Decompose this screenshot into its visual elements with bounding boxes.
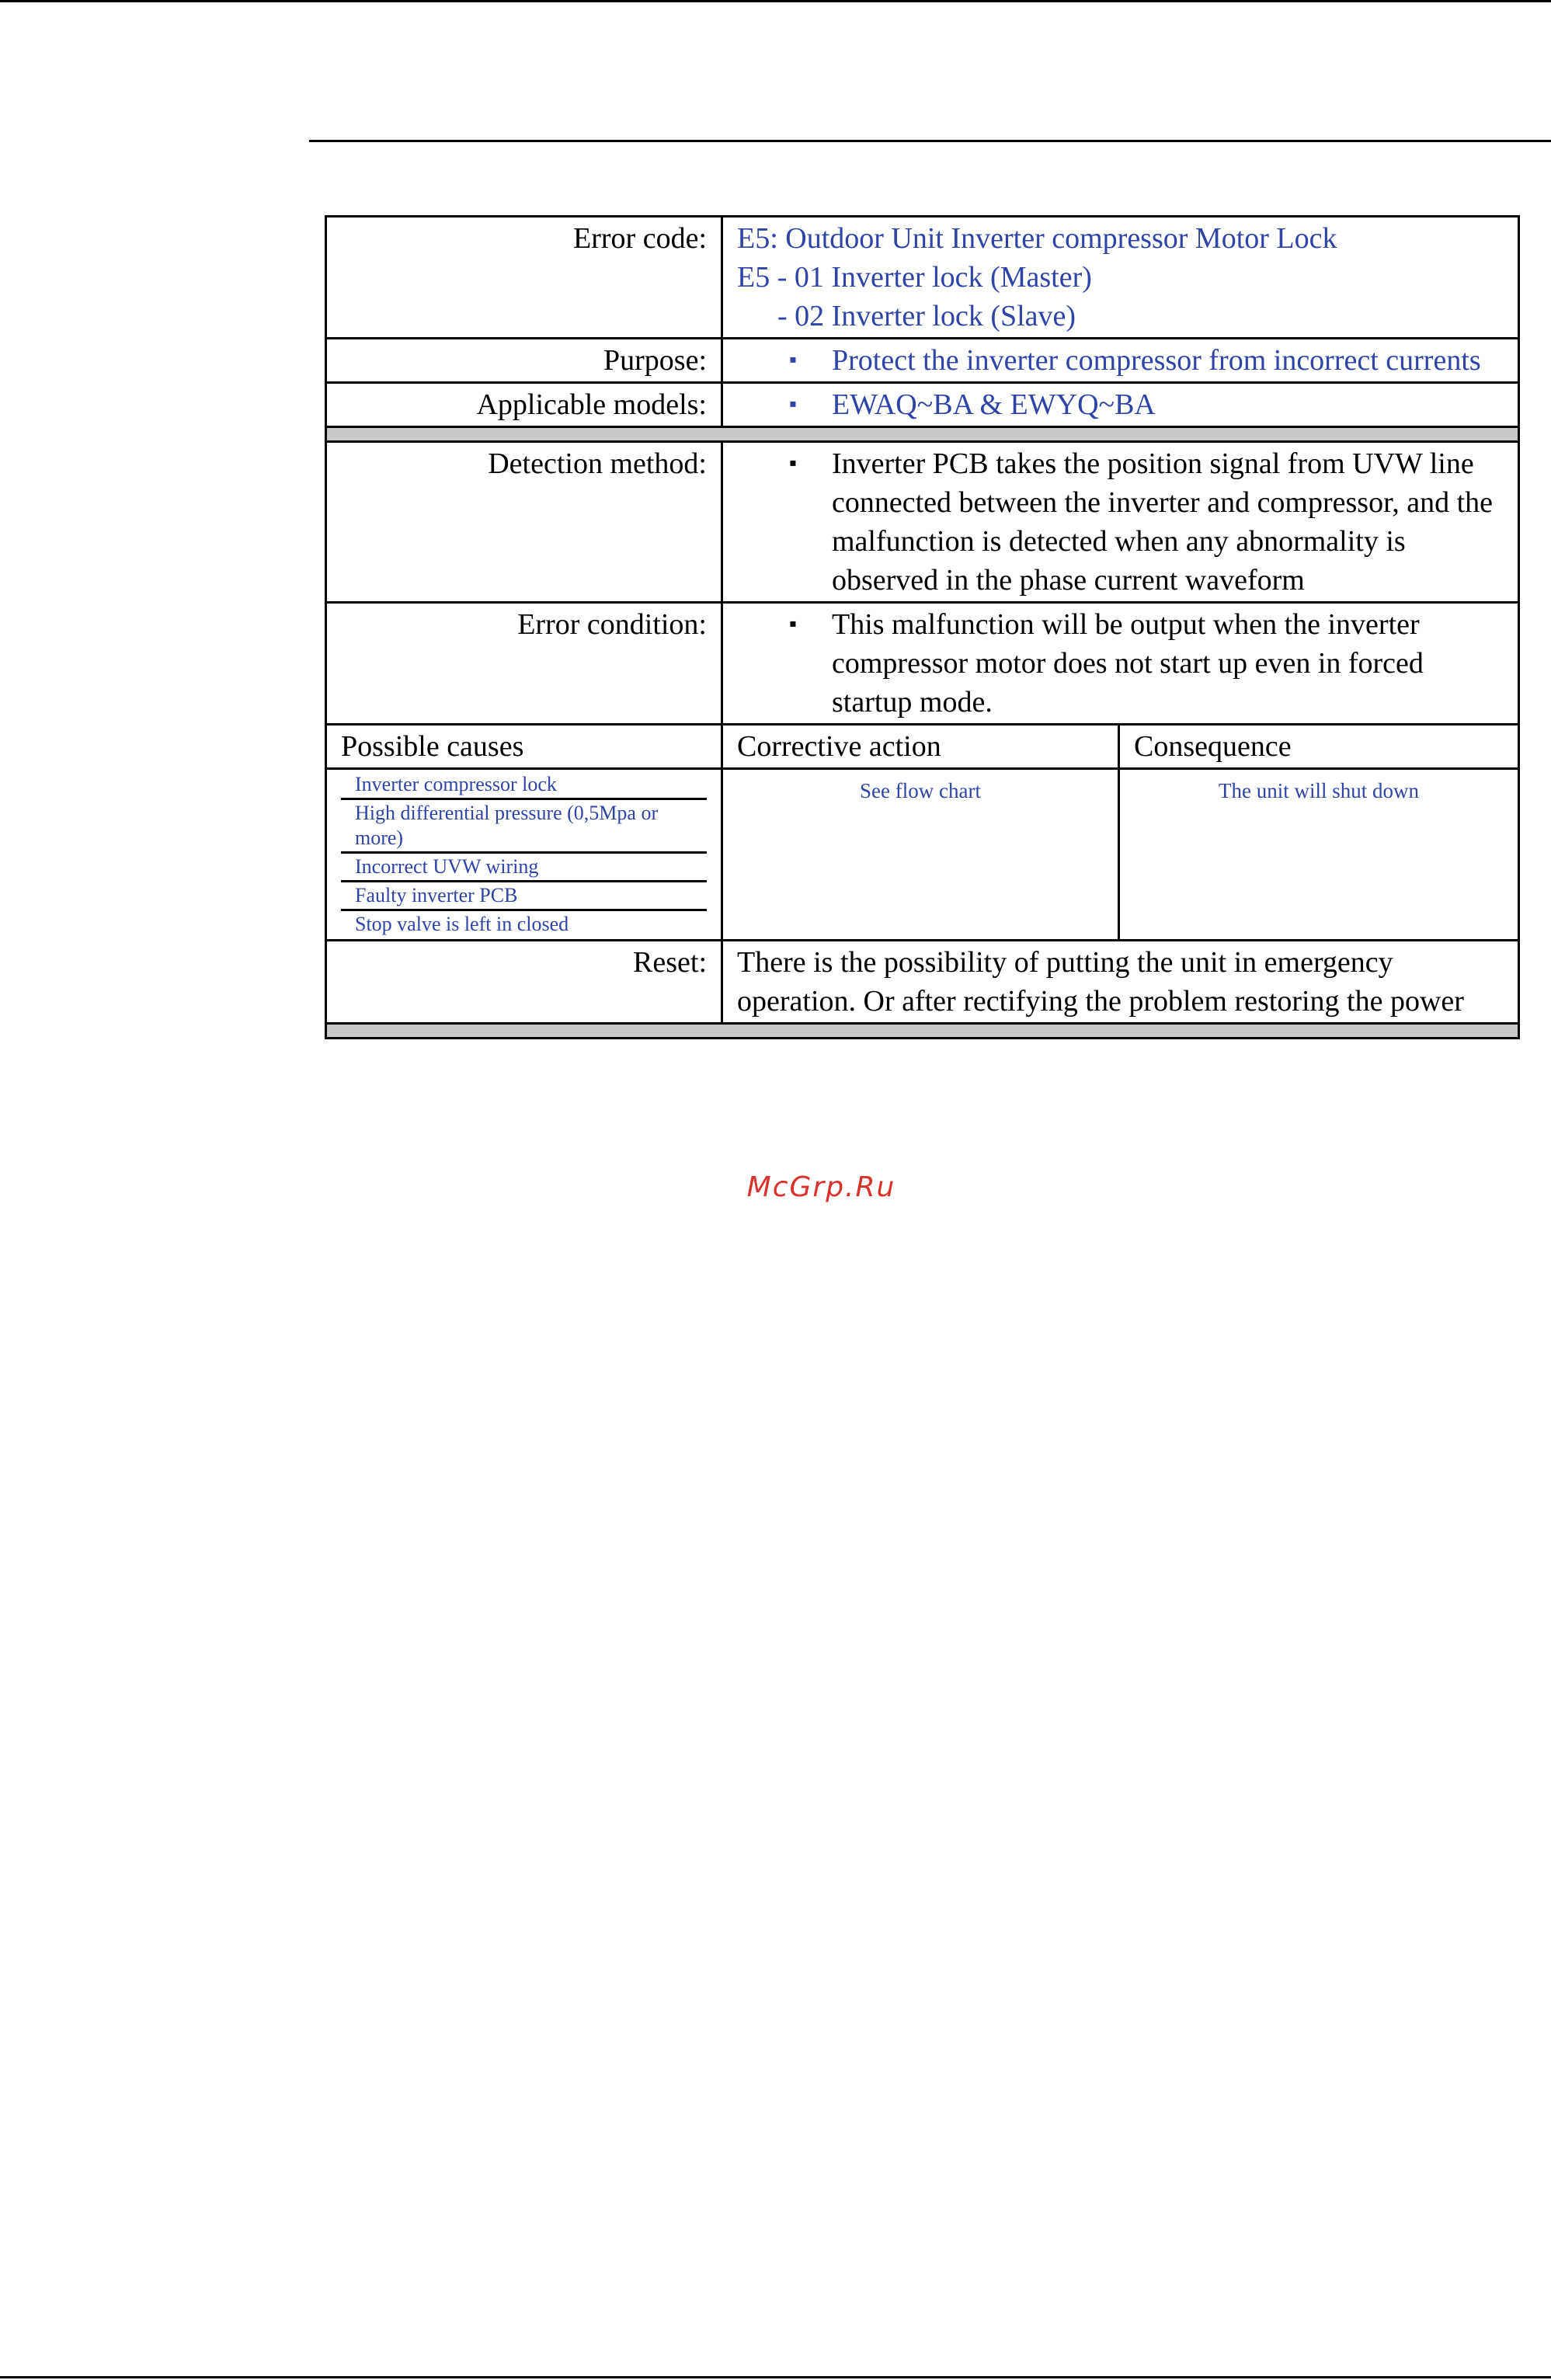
reset-value: There is the possibility of putting the unit in emergency operation. Or after rectifying the problem restoring the power	[722, 941, 1519, 1024]
cause-item: Faulty inverter PCB	[341, 882, 707, 911]
bullet-square-icon: ▪	[789, 392, 797, 416]
purpose-value	[722, 339, 1519, 383]
applicable-models-text: EWAQ~BA & EWYQ~BA	[832, 388, 1156, 421]
detection-method-label: Detection method:	[326, 442, 722, 603]
bottom-separator-bar	[326, 1024, 1519, 1039]
bullet-square-icon: ▪	[789, 451, 797, 475]
reset-label: Reset:	[326, 941, 722, 1024]
detection-method-text: Inverter PCB takes the position signal from UVW line connected between the inverter and compressor, and the malfunction is detected when any abnormality is observed in the phase current waveform	[832, 447, 1494, 597]
error-code-line-3: - 02 Inverter lock (Slave)	[777, 300, 1076, 332]
header-rule	[309, 140, 1551, 142]
watermark-text: McGrp.Ru	[746, 1171, 896, 1203]
top-border-rule	[0, 0, 1551, 2]
purpose-label: Purpose:	[326, 339, 722, 383]
detection-method-row	[326, 442, 1519, 603]
error-code-row	[326, 217, 1519, 339]
purpose-row	[326, 339, 1519, 383]
bottom-separator-row	[326, 1024, 1519, 1039]
error-code-label: Error code:	[326, 217, 722, 339]
separator-row	[326, 427, 1519, 442]
consequence-header: Consequence	[1119, 725, 1519, 769]
watermark	[0, 1171, 1551, 1203]
error-condition-value	[722, 603, 1519, 725]
error-condition-text: This malfunction will be output when the inverter compressor motor does not start up even in forced startup mode.	[832, 608, 1424, 719]
bullet-square-icon: ▪	[789, 612, 797, 636]
cause-item: High differential pressure (0,5Mpa or more)	[341, 800, 707, 854]
reset-row	[326, 941, 1519, 1024]
applicable-models-value	[722, 383, 1519, 427]
error-code-line-2: E5 - 01 Inverter lock (Master)	[737, 261, 1092, 294]
error-code-line-1: E5: Outdoor Unit Inverter compressor Motor Lock	[737, 222, 1337, 255]
error-condition-row	[326, 603, 1519, 725]
possible-causes-header: Possible causes	[326, 725, 722, 769]
error-code-value	[722, 217, 1519, 339]
applicable-models-label: Applicable models:	[326, 383, 722, 427]
detection-method-value	[722, 442, 1519, 603]
cause-item: Incorrect UVW wiring	[341, 854, 707, 882]
applicable-models-row	[326, 383, 1519, 427]
possible-causes-list	[326, 769, 722, 941]
causes-header-row	[326, 725, 1519, 769]
purpose-text: Protect the inverter compressor from incorrect currents	[832, 344, 1481, 377]
corrective-action-value: See flow chart	[722, 769, 1119, 941]
cause-item: Inverter compressor lock	[341, 771, 707, 800]
cause-item: Stop valve is left in closed	[355, 913, 569, 935]
corrective-action-header: Corrective action	[722, 725, 1119, 769]
bottom-border-rule	[0, 2376, 1551, 2378]
consequence-value: The unit will shut down	[1119, 769, 1519, 941]
separator-bar	[326, 427, 1519, 442]
causes-row	[326, 769, 1519, 941]
error-condition-label: Error condition:	[326, 603, 722, 725]
error-table	[325, 215, 1520, 1039]
bullet-square-icon: ▪	[789, 348, 797, 372]
